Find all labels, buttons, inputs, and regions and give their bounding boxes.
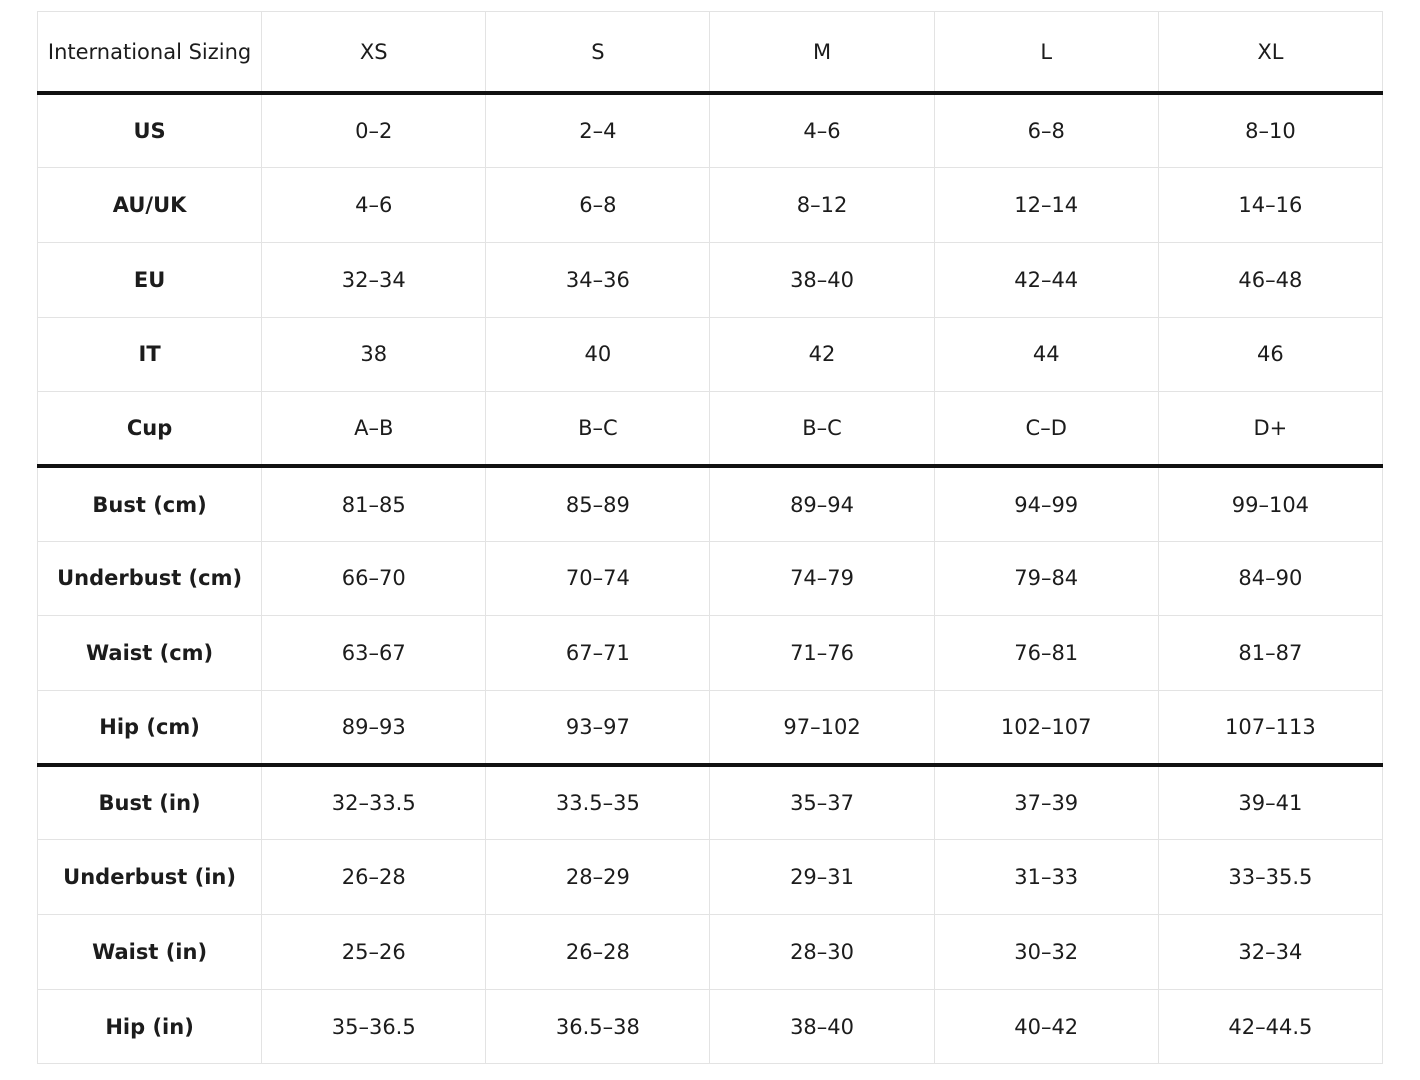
size-group	[38, 466, 1383, 765]
table-cell: 4–6	[262, 168, 486, 243]
table-row	[38, 840, 1383, 915]
table-cell: 6–8	[934, 93, 1158, 168]
table-row	[38, 466, 1383, 541]
table-cell: 81–85	[262, 466, 486, 541]
table-cell: 81–87	[1158, 616, 1382, 691]
row-label: Hip (cm)	[38, 691, 262, 766]
table-cell: B–C	[710, 392, 934, 467]
table-cell: 84–90	[1158, 541, 1382, 616]
table-cell: A–B	[262, 392, 486, 467]
table-cell: 4–6	[710, 93, 934, 168]
table-row	[38, 765, 1383, 840]
size-column-header: XS	[262, 12, 486, 94]
size-group	[38, 765, 1383, 1064]
table-row	[38, 616, 1383, 691]
table-cell: 32–33.5	[262, 765, 486, 840]
table-row	[38, 168, 1383, 243]
table-cell: 36.5–38	[486, 989, 710, 1064]
table-cell: 99–104	[1158, 466, 1382, 541]
table-cell: 46–48	[1158, 242, 1382, 317]
table-cell: 38	[262, 317, 486, 392]
table-cell: 6–8	[486, 168, 710, 243]
table-row	[38, 392, 1383, 467]
table-cell: 25–26	[262, 915, 486, 990]
table-cell: 38–40	[710, 242, 934, 317]
table-cell: 42–44	[934, 242, 1158, 317]
table-cell: 31–33	[934, 840, 1158, 915]
table-cell: 74–79	[710, 541, 934, 616]
table-cell: 30–32	[934, 915, 1158, 990]
table-cell: 42–44.5	[1158, 989, 1382, 1064]
table-row	[38, 989, 1383, 1064]
table-row	[38, 242, 1383, 317]
table-cell: 14–16	[1158, 168, 1382, 243]
table-cell: 12–14	[934, 168, 1158, 243]
table-row	[38, 915, 1383, 990]
table-cell: 94–99	[934, 466, 1158, 541]
table-cell: 33.5–35	[486, 765, 710, 840]
table-cell: 32–34	[262, 242, 486, 317]
table-cell: 93–97	[486, 691, 710, 766]
row-label: Bust (cm)	[38, 466, 262, 541]
size-column-header: XL	[1158, 12, 1382, 94]
table-cell: 2–4	[486, 93, 710, 168]
table-cell: 89–94	[710, 466, 934, 541]
table-cell: 35–37	[710, 765, 934, 840]
table-cell: 39–41	[1158, 765, 1382, 840]
table-cell: 40–42	[934, 989, 1158, 1064]
row-label: Underbust (cm)	[38, 541, 262, 616]
table-cell: 26–28	[262, 840, 486, 915]
row-label: Underbust (in)	[38, 840, 262, 915]
row-label: US	[38, 93, 262, 168]
table-cell: 76–81	[934, 616, 1158, 691]
header-row	[38, 12, 1383, 94]
table-cell: 34–36	[486, 242, 710, 317]
table-cell: 97–102	[710, 691, 934, 766]
table-cell: 28–29	[486, 840, 710, 915]
table-cell: D+	[1158, 392, 1382, 467]
table-cell: 37–39	[934, 765, 1158, 840]
row-label: Waist (cm)	[38, 616, 262, 691]
table-cell: 28–30	[710, 915, 934, 990]
table-cell: 107–113	[1158, 691, 1382, 766]
table-cell: C–D	[934, 392, 1158, 467]
table-cell: 70–74	[486, 541, 710, 616]
table-cell: 44	[934, 317, 1158, 392]
table-cell: 40	[486, 317, 710, 392]
table-cell: 29–31	[710, 840, 934, 915]
corner-header: International Sizing	[38, 12, 262, 94]
row-label: Bust (in)	[38, 765, 262, 840]
table-row	[38, 691, 1383, 766]
table-cell: 8–12	[710, 168, 934, 243]
row-label: Cup	[38, 392, 262, 467]
row-label: EU	[38, 242, 262, 317]
row-label: IT	[38, 317, 262, 392]
table-cell: 71–76	[710, 616, 934, 691]
table-cell: 46	[1158, 317, 1382, 392]
size-chart-header	[38, 12, 1383, 94]
table-cell: 63–67	[262, 616, 486, 691]
size-column-header: L	[934, 12, 1158, 94]
table-cell: 26–28	[486, 915, 710, 990]
table-cell: 79–84	[934, 541, 1158, 616]
table-cell: 102–107	[934, 691, 1158, 766]
table-row	[38, 541, 1383, 616]
table-row	[38, 317, 1383, 392]
table-cell: 67–71	[486, 616, 710, 691]
size-chart-table	[37, 11, 1383, 1064]
table-cell: 8–10	[1158, 93, 1382, 168]
size-column-header: M	[710, 12, 934, 94]
table-row	[38, 93, 1383, 168]
table-cell: 0–2	[262, 93, 486, 168]
table-cell: B–C	[486, 392, 710, 467]
table-cell: 38–40	[710, 989, 934, 1064]
table-cell: 32–34	[1158, 915, 1382, 990]
row-label: Waist (in)	[38, 915, 262, 990]
table-cell: 85–89	[486, 466, 710, 541]
table-cell: 42	[710, 317, 934, 392]
row-label: Hip (in)	[38, 989, 262, 1064]
table-cell: 33–35.5	[1158, 840, 1382, 915]
size-column-header: S	[486, 12, 710, 94]
row-label: AU/UK	[38, 168, 262, 243]
table-cell: 89–93	[262, 691, 486, 766]
table-cell: 35–36.5	[262, 989, 486, 1064]
size-group	[38, 93, 1383, 466]
table-cell: 66–70	[262, 541, 486, 616]
